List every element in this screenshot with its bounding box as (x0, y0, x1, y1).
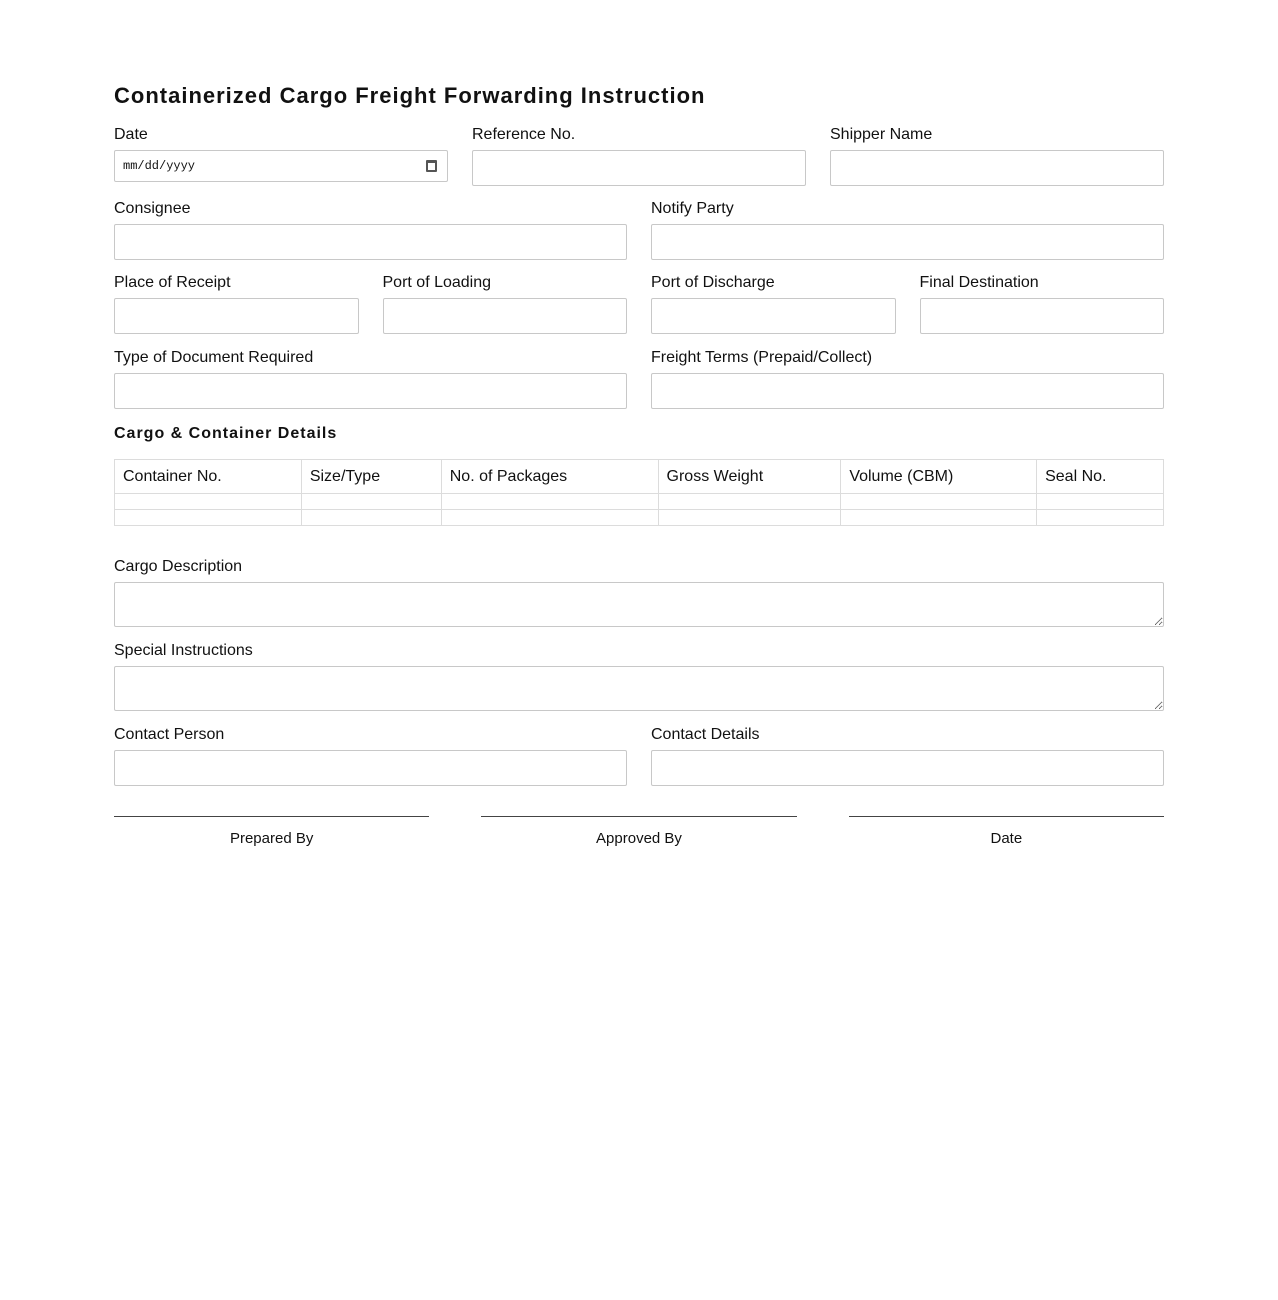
date-input[interactable] (114, 150, 448, 182)
date-placeholder: mm/dd/yyyy (123, 159, 196, 173)
port-of-discharge-input[interactable] (651, 298, 896, 334)
column-header-volume: Volume (CBM) (841, 460, 1037, 494)
contact-details-field (651, 726, 1164, 786)
shipper-name-label: Shipper Name (830, 126, 933, 143)
row-special-instructions (114, 642, 1164, 711)
row-parties (114, 200, 1164, 260)
table-row (115, 494, 1164, 510)
table-row (115, 510, 1164, 526)
reference-no-field (472, 126, 806, 186)
port-of-discharge-field (651, 274, 896, 334)
table-cell[interactable] (301, 494, 441, 510)
table-cell[interactable] (441, 494, 658, 510)
signature-line (849, 816, 1164, 817)
shipper-name-field (830, 126, 1164, 186)
table-header-row (115, 460, 1164, 494)
document-type-label: Type of Document Required (114, 349, 314, 366)
row-contact (114, 726, 1164, 786)
row-routing (114, 274, 1164, 334)
port-of-loading-input[interactable] (383, 298, 628, 334)
consignee-label: Consignee (114, 200, 191, 217)
signature-label-approved-by: Approved By (596, 830, 682, 847)
cargo-description-textarea[interactable] (114, 582, 1164, 627)
signature-approved-by (481, 816, 796, 847)
document-type-input[interactable] (114, 373, 627, 409)
place-of-receipt-label: Place of Receipt (114, 274, 231, 291)
place-of-receipt-field (114, 274, 359, 334)
notify-party-input[interactable] (651, 224, 1164, 260)
row-terms (114, 349, 1164, 409)
cargo-section-title: Cargo & Container Details (114, 425, 338, 442)
calendar-icon[interactable] (426, 160, 437, 172)
row-cargo-description (114, 558, 1164, 627)
port-of-loading-label: Port of Loading (382, 274, 492, 291)
final-destination-field (920, 274, 1165, 334)
cargo-description-label: Cargo Description (114, 558, 243, 575)
signature-date (849, 816, 1164, 847)
table-cell[interactable] (841, 510, 1037, 526)
freight-terms-input[interactable] (651, 373, 1164, 409)
table-cell[interactable] (1037, 510, 1164, 526)
column-header-size-type: Size/Type (301, 460, 441, 494)
signature-prepared-by (114, 816, 429, 847)
port-of-discharge-label: Port of Discharge (651, 274, 775, 291)
table-cell[interactable] (658, 494, 841, 510)
special-instructions-label: Special Instructions (114, 642, 253, 659)
notify-party-label: Notify Party (651, 200, 734, 217)
freight-terms-label: Freight Terms (Prepaid/Collect) (651, 349, 873, 366)
table-cell[interactable] (841, 494, 1037, 510)
shipper-name-input[interactable] (830, 150, 1164, 186)
contact-person-field (114, 726, 627, 786)
column-header-gross-weight: Gross Weight (658, 460, 841, 494)
contact-details-label: Contact Details (651, 726, 760, 743)
document-type-field (114, 349, 627, 409)
column-header-container-no: Container No. (115, 460, 302, 494)
table-cell[interactable] (301, 510, 441, 526)
date-field (114, 126, 448, 186)
signature-label-date: Date (990, 830, 1023, 847)
special-instructions-textarea[interactable] (114, 666, 1164, 711)
table-cell[interactable] (658, 510, 841, 526)
table-cell[interactable] (115, 510, 302, 526)
consignee-field (114, 200, 627, 260)
signature-label-prepared-by: Prepared By (229, 830, 314, 847)
contact-person-input[interactable] (114, 750, 627, 786)
final-destination-label: Final Destination (919, 274, 1039, 291)
consignee-input[interactable] (114, 224, 627, 260)
notify-party-field (651, 200, 1164, 260)
reference-no-label: Reference No. (472, 126, 576, 143)
page-title: Containerized Cargo Freight Forwarding Instruction (114, 83, 706, 108)
special-instructions-field (114, 642, 1164, 711)
cargo-table (114, 459, 1164, 526)
column-header-seal-no: Seal No. (1037, 460, 1164, 494)
final-destination-input[interactable] (920, 298, 1165, 334)
row-basic-info (114, 126, 1164, 186)
signature-block (114, 816, 1164, 847)
contact-details-input[interactable] (651, 750, 1164, 786)
port-of-loading-field (383, 274, 628, 334)
table-cell[interactable] (441, 510, 658, 526)
cargo-description-field (114, 558, 1164, 627)
reference-no-input[interactable] (472, 150, 806, 186)
column-header-packages: No. of Packages (441, 460, 658, 494)
table-cell[interactable] (115, 494, 302, 510)
contact-person-label: Contact Person (114, 726, 225, 743)
table-cell[interactable] (1037, 494, 1164, 510)
freight-terms-field (651, 349, 1164, 409)
place-of-receipt-input[interactable] (114, 298, 359, 334)
signature-line (481, 816, 796, 817)
signature-line (114, 816, 429, 817)
date-label: Date (114, 126, 148, 143)
